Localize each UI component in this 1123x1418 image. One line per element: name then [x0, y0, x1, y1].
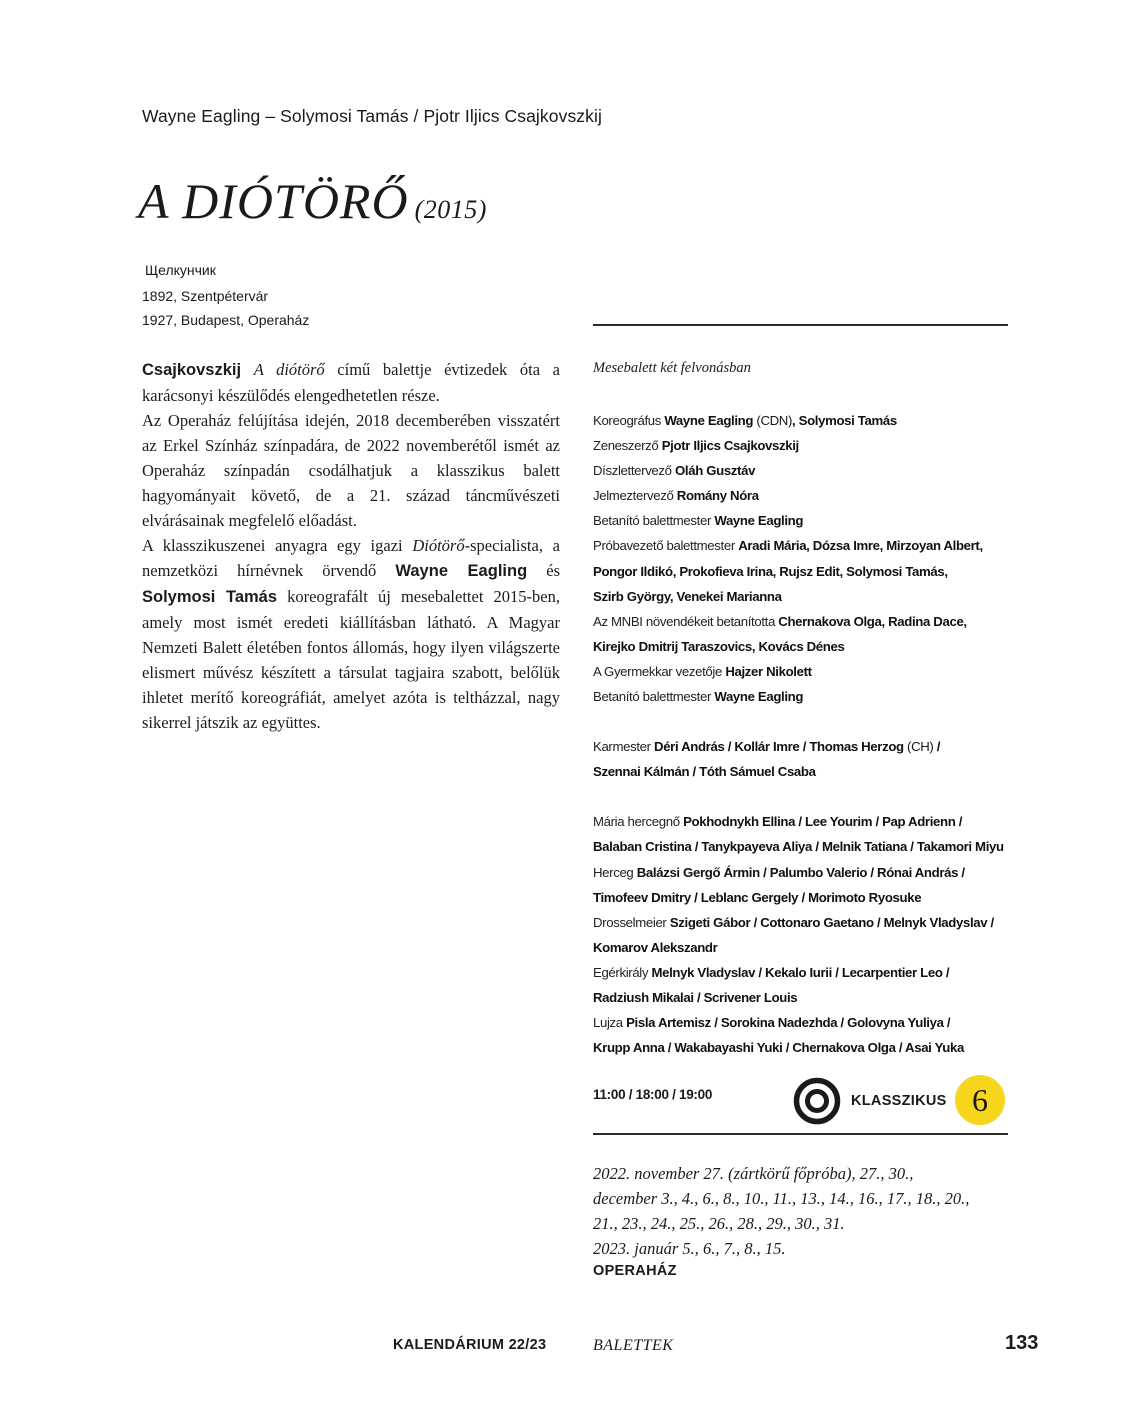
credit-role: Zeneszerző — [593, 438, 659, 454]
description-text: koreografált új mesebalettet 2015-ben, amely most ismét eredeti kiállításban látható. A Magyar Nemzeti Balett életében fontos állomás, hogy ilyen világszerte elismert művész készített a társulat tagjaira szabott, belőlük ihletet merítő koreográfiát, amelyet azóta is teltházzal, nagy sikerrel játszik az együttes. — [142, 587, 560, 732]
description-paragraph — [142, 357, 560, 408]
credit-role: Díszlettervező — [593, 463, 672, 479]
credit-role: Karmester — [593, 739, 651, 755]
credit-row — [593, 609, 1008, 634]
credit-names: Pisla Artemisz / Sorokina Nadezhda / Golovyna Yuliya / — [626, 1015, 951, 1031]
dates-line: december 3., 4., 6., 8., 10., 11., 13., 14., 16., 17., 18., 20., — [593, 1189, 970, 1208]
credit-row — [593, 860, 1008, 885]
credit-role: Mária hercegnő — [593, 814, 680, 830]
composer-name: Csajkovszkij — [142, 361, 242, 379]
genre-badge-label: KLASSZIKUS — [851, 1093, 947, 1109]
credit-names: Kirejko Dmitrij Taraszovics, Kovács Dénes — [593, 638, 845, 654]
credit-names: Aradi Mária, Dózsa Imre, Mirzoyan Albert, — [738, 538, 983, 554]
credit-names: Romány Nóra — [676, 488, 759, 504]
credit-names: Szennai Kálmán / Tóth Sámuel Csaba — [593, 764, 816, 780]
choreographer-name: Wayne Eagling — [395, 562, 528, 580]
credit-names: Wayne Eagling — [714, 513, 804, 529]
credit-names: , Solymosi Tamás — [792, 413, 897, 428]
work-title: A diótörő — [253, 360, 325, 379]
credit-role: Lujza — [593, 1015, 623, 1031]
top-divider — [593, 324, 1008, 326]
dates-line: 2023. január 5., 6., 7., 8., 15. — [593, 1239, 786, 1258]
credit-names: Pongor Ildikó, Prokofieva Irina, Rujsz Edit, Solymosi Tamás, — [593, 563, 948, 579]
credit-names: Wayne Eagling — [664, 413, 754, 428]
credit-role: Az MNBI növendékeit betanította — [593, 613, 775, 629]
work-title: Diótörő — [412, 536, 465, 555]
credit-row — [593, 985, 1008, 1010]
credit-names: Pokhodnykh Ellina / Lee Yourim / Pap Adrienn / — [683, 814, 963, 830]
venue: OPERAHÁZ — [593, 1263, 677, 1279]
description-text: A klasszikuszenei anyagra egy igazi — [142, 536, 413, 555]
credit-row — [593, 759, 1008, 784]
description-text: -specialista, a nemzetközi hírnévnek örvendő — [142, 536, 560, 580]
footer-section: BALETTEK — [593, 1337, 674, 1354]
credit-names: Radziush Mikalai / Scrivener Louis — [593, 989, 798, 1005]
credit-row — [593, 684, 1008, 709]
credit-row — [593, 508, 1008, 533]
description-text: című balettje évtizedek óta a karácsonyi készülődés elengedhetetlen része. — [142, 360, 561, 405]
credit-row — [593, 734, 1008, 759]
credit-role: Herceg — [593, 864, 634, 880]
target-icon — [793, 1077, 841, 1125]
performance-dates — [593, 1161, 1033, 1261]
credit-names: Krupp Anna / Wakabayashi Yuki / Chernakova Olga / Asai Yuka — [593, 1040, 964, 1056]
credit-names: Pjotr Iljics Csajkovszkij — [661, 438, 799, 454]
credit-role: Drosselmeier — [593, 914, 667, 930]
credit-names: Déri András / Kollár Imre / Thomas Herzog — [654, 739, 904, 755]
page-title — [138, 173, 487, 229]
credit-role: Jelmeztervező — [593, 488, 674, 504]
credit-row — [593, 1035, 1008, 1060]
credit-row — [593, 960, 1008, 985]
credit-row — [593, 634, 1008, 659]
description-text: és — [527, 561, 561, 580]
credit-row — [593, 834, 1008, 859]
credit-names: Oláh Gusztáv — [674, 463, 756, 479]
country-code: (CDN) — [753, 413, 793, 428]
credit-names: Balaban Cristina / Tanykpayeva Aliya / Melnik Tatiana / Takamori Miyu — [593, 839, 1004, 855]
description-paragraph — [142, 533, 560, 735]
credit-names: Hajzer Nikolett — [725, 663, 812, 679]
credit-row — [593, 885, 1008, 910]
credit-names: Wayne Eagling — [714, 689, 804, 705]
credit-row — [593, 433, 1008, 458]
bottom-divider — [593, 1133, 1008, 1135]
credit-row — [593, 809, 1008, 834]
credit-role: Betanító balettmester — [593, 689, 712, 705]
credit-row — [593, 559, 1008, 584]
genre-subtitle: Mesebalett két felvonásban — [593, 360, 751, 376]
title-year: (2015) — [414, 195, 487, 224]
credit-row — [593, 935, 1008, 960]
cast-list — [593, 809, 1008, 1060]
choreographer-name: Solymosi Tamás — [142, 588, 278, 606]
spacer — [593, 709, 1008, 734]
credits-list — [593, 408, 1008, 709]
credit-role: Koreográfus — [593, 413, 661, 428]
age-rating-badge: 6 — [955, 1075, 1005, 1125]
credit-role: Próbavezető balettmester — [593, 538, 735, 554]
credit-row — [593, 584, 1008, 609]
credit-names: Szigeti Gábor / Cottonaro Gaetano / Melnyk Vladyslav / — [669, 914, 994, 930]
dates-line: 21., 23., 24., 25., 26., 28., 29., 30., 31. — [593, 1214, 845, 1233]
credit-names: Komarov Alekszandr — [593, 939, 718, 955]
credit-names: Chernakova Olga, Radina Dace, — [778, 613, 967, 629]
credit-names: / — [933, 739, 941, 755]
description — [142, 357, 560, 735]
spacer — [593, 784, 1008, 809]
credits-block — [593, 408, 1008, 1060]
credit-names: Balázsi Gergő Ármin / Palumbo Valerio / Rónai András / — [636, 864, 965, 880]
premiere-budapest: 1927, Budapest, Operaház — [142, 312, 310, 328]
show-times: 11:00 / 18:00 / 19:00 — [593, 1087, 713, 1102]
credit-names: Melnyk Vladyslav / Kekalo Iurii / Lecarpentier Leo / — [651, 964, 950, 980]
credit-row — [593, 910, 1008, 935]
credit-row — [593, 659, 1008, 684]
credit-role: Egérkirály — [593, 964, 649, 980]
original-title: Щелкунчик — [145, 262, 216, 278]
footer-publication: KALENDÁRIUM 22/23 — [393, 1337, 547, 1353]
credit-names: Szirb György, Venekei Marianna — [593, 588, 782, 604]
creators-line: Wayne Eagling – Solymosi Tamás / Pjotr Iljics Csajkovszkij — [142, 106, 602, 126]
dates-line: 2022. november 27. (zártkörű főpróba), 27., 30., — [593, 1164, 914, 1183]
premiere-world: 1892, Szentpétervár — [142, 288, 269, 304]
credit-role: Betanító balettmester — [593, 513, 712, 529]
credit-row — [593, 533, 1008, 558]
credit-names: Timofeev Dmitry / Leblanc Gergely / Morimoto Ryosuke — [593, 889, 922, 905]
credit-row — [593, 1010, 1008, 1035]
credit-role: A Gyermekkar vezetője — [593, 663, 722, 679]
conductor-list — [593, 734, 1008, 784]
description-paragraph: Az Operaház felújítása idején, 2018 decemberében visszatért az Erkel Színház színpadára, de 2022 novemberétől ismét az Operaház színpadán csodálhatjuk a klasszikus balett hagyományait követő, de a 21. század táncművészeti elvárásainak megfelelő előadást. — [142, 411, 560, 530]
title-text: A DIÓTÖRŐ — [138, 173, 409, 229]
country-code: (CH) — [903, 739, 934, 755]
credit-row — [593, 408, 1008, 433]
credit-row — [593, 483, 1008, 508]
credit-row — [593, 458, 1008, 483]
page-number: 133 — [1005, 1332, 1039, 1354]
